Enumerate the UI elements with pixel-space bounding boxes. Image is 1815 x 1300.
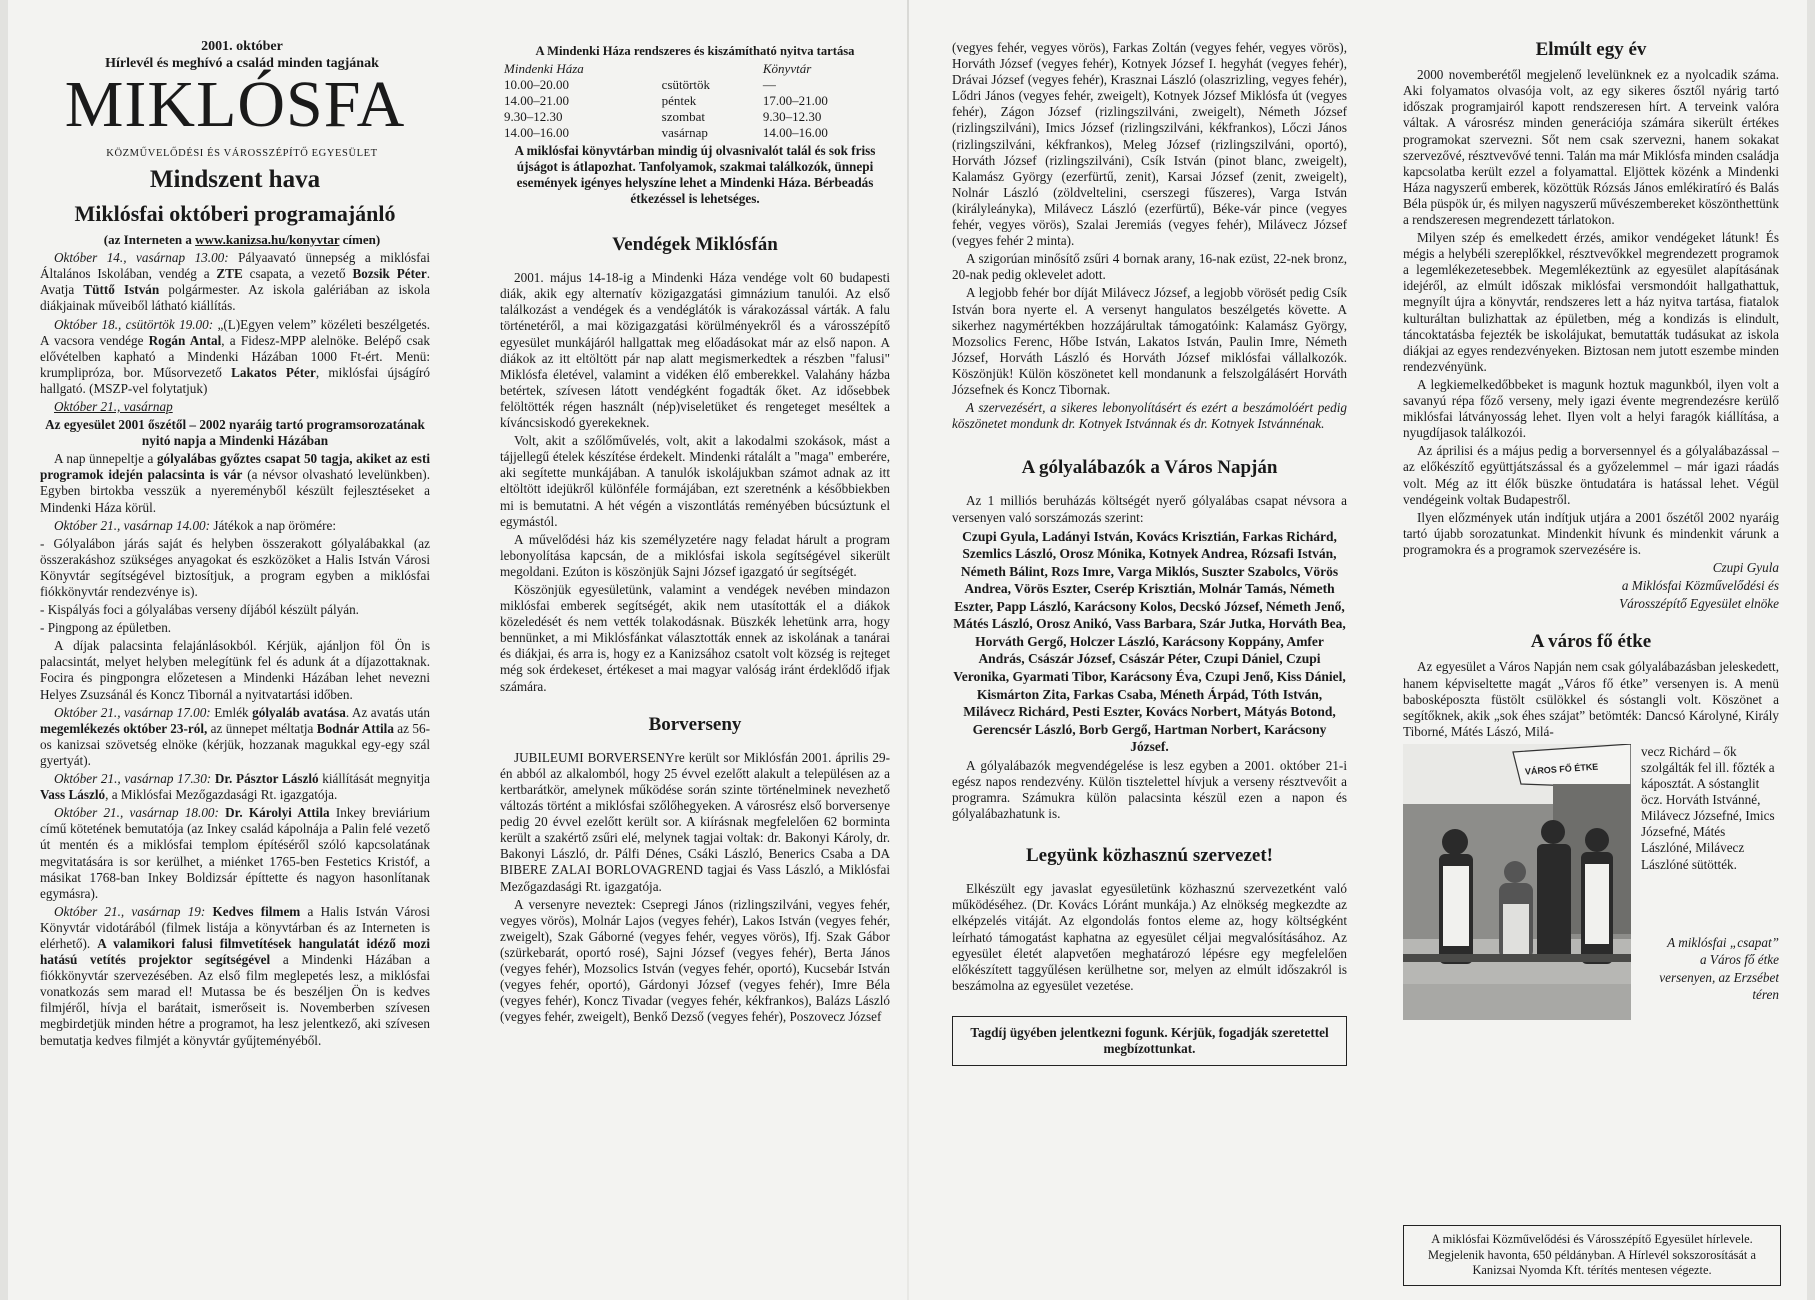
article-paragraph: (vegyes fehér, vegyes vörös), Farkas Zoltán (vegyes fehér, vegyes vörös), Horváth József (vegyes fehér), Kotnyek József I. hegyhát (vegyes fehér), Drávai József (vegyes fehér), Krasznai László (olaszrizling, vegyes fehér), Lődri János (vegyes fehér, zweigelt), Kotnyek József Miklósfa út (vegyes fehér), Zágon József (rizlingszilváni, zweigelt), Németh József (rizlingszilváni), Imics József (rizlingszilváni, kékfrankos), Lőczi János (rizlingszilváni, kékfrankos), Meleg József (rizlingszilváni, oportó), Horváth József (rizlingszilváni), Csík István (pinot blanc, zweigelt), Kalamász György (ezerfürtű, zenit), Karsai József (zenit, zweigelt), Nolnár László (zöldveltelini, cserszegi fűszeres), Varga István (királyleányka), Milávecz László (ezerfürtű), Béke-vár pince (vegyes fehér, vegyes vörös), Szalai Jeremiás (vegyes fehér), Milávecz József (vegyes fehér 2 minta). (952, 40, 1347, 249)
hours-header-cell: Könyvtár (762, 61, 812, 77)
event-text: Játékok a nap örömére: (210, 517, 337, 533)
article-paragraph: Elkészült egy javaslat egyesületünk közhasznú szervezetként való működéséhez. (Dr. Kovács Lóránt munkája.) Az elnökség megkezdte az elképzelés vitáját. Az elgondolás fontos eleme az, hogy költségként leírható támogatást kaphatna az egyesület céljai megvalósításához. Az egyesület életét alapvetően meghatározó lépésre egy megfelelően előkészített taggyűlésen kerülhetne sor, melyen az elmúlt időszakról is beszámolna az egyesület vezetése. (952, 881, 1347, 993)
hours-cell: vasárnap (661, 124, 708, 140)
photo-sign-text: VÁROS FŐ ÉTKE (1524, 761, 1599, 777)
event-text: az 56-os kanizsai szövetség elnöke (kérjük, hozzanak magukkal egy-egy szál gyertyát). (40, 720, 430, 768)
page-fold (907, 0, 909, 1300)
event-highlight: Bodnár Attila (316, 720, 394, 736)
article-paragraph: Az áprilisi és a május pedig a borversennyel és a gólyalábazással – az előkészítő együttjátszással és a győzelemmel – már igazi ráadás volt. Még az itt élők büszke öntudatára is hatással lehet. Végül vendégeink voltak Budapestről. (1403, 443, 1779, 507)
event-date: Október 21., vasárnap 14.00: (54, 517, 211, 533)
section-title-wine: Borverseny (648, 713, 742, 735)
program-title: Miklósfai októberi programajánló (74, 201, 396, 227)
article-paragraph: Volt, akit a szőlőművelés, volt, akit a lakodalmi szokások, mást a tájjellegű ételek készítése érdekelt. Mindenki rátalált a "maga" emberére, aki segítette munkájában. A tanulók iskolájukban számot adnak az itt eltöltött idejükről különféle formájában, ezt szeretnénk a későbbiekben mi is bemutatni. A hét végén a viszontlátás reményében búcsúztunk el egymástól. (500, 433, 890, 529)
article-paragraph: Az egyesület a Város Napján nem csak gólyalábazásban jeleskedett, hanem képviseltette magát „Város fő étke” versenyen is. A menü babosképoszta füstölt csülökkel és sóstangli volt. Köszönet a segítőknek, akik „sok éhes szájat” betömték: Dancsó Károlyné, Király Tiborné, Mátés Lászó, Milá- (1403, 659, 1779, 739)
signature-line: a Miklósfai Közművelődési és (1621, 578, 1779, 594)
event-highlight: Lakatos Péter (231, 364, 316, 380)
section-title-food: A város fő étke (1530, 631, 1652, 653)
event-date: Október 21., vasárnap 19: (54, 903, 206, 919)
event-paragraph (40, 705, 430, 769)
web-note-suffix: címen) (339, 232, 381, 248)
hours-cell: 14.00–16.00 (504, 124, 569, 140)
hours-cell: 10.00–20.00 (504, 77, 569, 93)
article-paragraph: Az 1 milliós beruházás költségét nyerő gólyalábas csapat névsora a versenyen való sorszámozás szerint: (952, 493, 1347, 525)
event-date: Október 21., vasárnap 17.30: (54, 771, 212, 787)
event-text (205, 904, 212, 919)
event-highlight: ZTE (216, 266, 243, 282)
web-note (40, 232, 430, 248)
section-title-year: Elmúlt egy év (1535, 39, 1647, 60)
event-text: , a Fidesz-MPP alelnöke. Belépő csak elővételben kapható a Mindenki Házában 1000 Ft-ért. Menü: krumplipróza, bor. Műsorvezető (40, 332, 430, 380)
article-paragraph: A gólyalábazók megvendégelése is lesz egyben a 2001. október 21-i egész napos rendezvény. Külön tisztelettel hívjuk a verseny résztvevőit a programra. Számukra külön palacsinta készül ezen a napon és gólyalábazhatunk is. (952, 757, 1347, 821)
event-highlight: gólyaláb avatása (252, 704, 346, 720)
hours-note: A miklósfai könyvtárban mindig új olvasnivalót talál és sok friss újságot is átlapozhat. Tanfolyamok, szakmai találkozók, ünnepi események igényes helyszíne lehet a Mindenki Háza. Bérbeadás étkezéssel is lehetséges. (514, 142, 876, 206)
hours-row (500, 93, 890, 109)
masthead: MIKLÓSFA (64, 68, 406, 142)
event-highlight: Bozsik Péter (352, 266, 427, 282)
hours-cell: 17.00–21.00 (762, 93, 828, 109)
event-paragraph (40, 451, 430, 515)
hours-cell: péntek (661, 93, 697, 109)
event-highlight: Rogán Antal (148, 332, 222, 348)
hours-row (500, 125, 890, 141)
article-paragraph: A versenyre neveztek: Csepregi János (rizlingszilváni, vegyes fehér, vegyes vörös), Molnár Lajos (vegyes fehér), Lakos István (vegyes fehér, zweigelt), Szak Gáborné (vegyes fehér, vegyes vörös), Ifj. Szak Gábor (szürkebarát, oportó rosé), Sajni József (vegyes fehér), Berta János (vegyes fehér), Mozsolics István (vegyes fehér, oportó), Kucsebár István (vegyes fehér, oportó), Gárdonyi József (vegyes fehér), Imre Béla (vegyes fehér), Koncz Tivadar (vegyes fehér, kékfrankos), Balázs László (vegyes fehér, zweigelt), Benkő Dezső (vegyes fehér), Poszovecz József (500, 896, 890, 1025)
column-1 (40, 38, 430, 1290)
event-paragraph (40, 317, 430, 397)
hours-cell: 9.30–12.30 (762, 108, 822, 124)
hours-header-row (500, 61, 890, 77)
event-text: „(L)Egyen velem” közéleti beszélgetés. A vacsora vendége (40, 316, 430, 348)
page-edge-right (1807, 0, 1815, 1300)
article-paragraph: A szigorúan minősítő zsűri 4 bornak arany, 16-nak ezüst, 22-nek bronz, 20-nak pedig oklevelet adott. (952, 251, 1347, 283)
event-text: . Az avatás után (345, 704, 430, 720)
event-highlight: Vass László (40, 787, 106, 803)
event-highlight: Dr. Károlyi Attila (225, 805, 330, 821)
event-text: , a Miklósfai Mezőgazdasági Rt. igazgatója. (105, 787, 338, 803)
event-text: (a névsor olvasható levelünkben). Egyben birtokba vesszük a nyereményből készült fejlesztéseket a Mindenki Háza körül. (40, 467, 430, 515)
event-highlight: Kedves filmem (212, 903, 301, 919)
hours-cell: 14.00–16.00 (762, 124, 828, 140)
event-text: kiállítását megnyitja (318, 771, 430, 787)
article-paragraph: A művelődési ház kis személyzetére nagy feladat hárult a program lebonyolítása kapcsán, de a miklósfai iskola segítségével sikerült megoldani. Ezúton is köszönjük Sajni József igazgató úr segítségét. (500, 531, 890, 579)
team-names: Czupi Gyula, Ladányi István, Kovács Krisztián, Farkas Richárd, Szemlics László, Orosz Mónika, Kotnyek Andrea, Rózsafi István, Németh Bálint, Rozs Imre, Varga Miklós, Suszter Szabolcs, Vörös Andrea, Vörös Eszter, Cserép Krisztián, Molnár Tamás, Németh Eszter, Papp László, Karácsony Kolos, Decskó József, Németh Jenő, Mátés László, Orosz Anikó, Vass Barbara, Szár Jutka, Horváth Bea, Horváth Gergő, Holczer László, Karácsony Koppány, Amfer András, Császár József, Császár Péter, Czupi Dániel, Czupi Veronika, Gyarmati Tibor, Karácsony Éva, Czupi Jenő, Kiss Dániel, Kismárton Zita, Farkas Csaba, Méneth Árpád, Tóth István, Milávecz Richárd, Pesti Eszter, Kovács Norbert, Mátyás Botond, Gerencsér László, Borb Gergő, Hartman Norbert, Karácsony József. (953, 528, 1346, 755)
article-paragraph: 2000 novemberétől megjelenő levelünknek ez a nyolcadik száma. Aki folyamatos olvasója volt, az egy sikeres ősztől nyárig tartó időszak programjairól kapott rendszeresen hírt. A terveink valóra váltak. A városrész minden generációja számára sikerült értékes programokat szervezni. Sőt nem csak szervezni, hanem sokakat szervezővé, résztvevővé tenni. Talán ma már Miklósfa minden családja kapcsolatba került ezzel a folyamattal. Eljöttek közénk a Mindenki Háza nagyszerű emberek, közöttük Rózsás János emlékiratíró és Balás Béla püspök úr, és milyen nagyszerű művészembereket köszönthettünk a rendszeresen megrendezett tárlatokon. (1403, 67, 1779, 228)
event-highlight: gólyalábas győztes csapat 50 tagja, akiket az esti programok idején palacsinta is vár (40, 451, 430, 483)
event-highlight: Dr. Pásztor László (214, 771, 319, 787)
article-paragraph: A szervezésért, a sikeres lebonyolításért és ezért a beszámolóért pedig köszönetet mondunk dr. Kotnyek Istvánnak és dr. Kotnyek Istvánnénak. (952, 400, 1347, 432)
photo-block (1403, 744, 1779, 1020)
event-date: Október 18., csütörtök 19.00: (54, 316, 214, 332)
photo-caption: A miklósfai „csapat” a Város fő étke versenyen, az Erzsébet téren (1659, 934, 1779, 1003)
event-text: , miklósfai újságíró hallgató. (MSZP-vel folytatjuk) (40, 364, 430, 396)
event-date: Október 21., vasárnap 18.00: (54, 805, 219, 821)
hours-cell: csütörtök (661, 77, 711, 93)
section-title-nonprofit: Legyünk közhasznú szervezet! (1026, 845, 1273, 867)
page-edge-left (0, 0, 8, 1300)
column-3 (952, 40, 1347, 1292)
hours-cell: — (762, 77, 776, 93)
web-link[interactable]: www.kanizsa.hu/konyvtar (195, 232, 340, 248)
hours-cell: 14.00–21.00 (504, 93, 569, 109)
publication-credit: A miklósfai Közművelődési és Városszépítő Egyesület hírlevele. Megjelenik havonta, 650 példányban. A Hírlevél sokszorosítását a Kanizsai Nyomda Kft. térítés mentesen végezte. (1403, 1225, 1781, 1286)
hours-cell: 9.30–12.30 (504, 108, 563, 124)
article-paragraph: vecz Richárd – ők szolgálták fel ill. főzték a káposztát. A sóstanglit öcz. Horváth Istvánné, Milávecz Józsefné, Imics Józsefné, Mátés Lászlóné, Milávecz Lászlóné sütötték. (1641, 743, 1775, 872)
article-paragraph: Ilyen előzmények után indítjuk utjára a 2001 őszétől 2002 nyaráig tartó újabb sorozatunkat. Mindenkit hívunk és mindenkit várunk a programokra és a programok szervezésére is. (1403, 509, 1779, 557)
event-paragraph (40, 771, 430, 803)
list-item: - Kispályás foci a gólyalábas verseny díjából készült pályán. (40, 602, 359, 618)
article-paragraph: A legjobb fehér bor díját Milávecz József, a legjobb vörösét pedig Csík István bora nyerte el. A versenyt hangulatos beszélgetés követte. A sikerhez nagymértékben hozzájárultak támogatóink: Kalamász György, Mozsolics Ferenc, Hőbe István, Lakatos István, Paulin Imre, Németh József, Horváth László és Horváth József miklósfai vállalkozók. Köszönjük! Külön köszönetet kell mondanunk a felszolgálásért Horváth Józsefnek és Koncz Tibornak. (952, 285, 1347, 397)
event-paragraph (40, 805, 430, 902)
hours-header-cell (658, 61, 759, 77)
event-paragraph: A díjak palacsinta felajánlásokból. Kérjük, ajánljon föl Ön is palacsintát, melyet helyben melegítünk fel és adunk át a díjazottaknak. Focira és pingpongra előzetesen a Mindenki Házában lehet nevezni Helyes Zsuzsánál és Koncz Tibornál a nyitvatartási időben. (40, 638, 430, 702)
event-date: Október 21., vasárnap 17.00: (54, 704, 211, 720)
list-item: - Pingpong az épületben. (40, 620, 172, 636)
hours-cell: szombat (661, 108, 705, 124)
event-text: Pályaavató ünnepség a miklósfai Általános Iskolában, vendég a (40, 250, 430, 282)
article-paragraph: 2001. május 14-18-ig a Mindenki Háza vendége volt 60 budapesti diák, akik egy alternatív közigazgatási gimnázium tanulói. Az első találkozást a vendégek és a vendéglátók is várakozással várták. A falu történetéről, a mai közigazgatási körülményekről és a városszépítő egyesület munkájáról hallgattak meg előadásokat már az első napon. A diákok az itt eltöltött pár nap alatt megismerkedtek a részben "falusi" Miklósfa életével, valamint a vidéken élő emberekkel. Valahány házba betértek, szívesen látott vendégként fogadták őket. Az idősebbek felöltötték régen használt (nép)viseletüket és rengeteget meséltek a kíváncsiskodó gyerekeknek. (500, 270, 890, 431)
section-title-guests: Vendégek Miklósfán (612, 234, 778, 256)
hours-header-cell: Mindenki Háza (504, 61, 584, 77)
hours-title: A Mindenki Háza rendszeres és kiszámítható nyitva tartása (535, 44, 855, 58)
event-text: Inkey breviárium című kötetének bemutatója (az Inkey család kápolnája a Palin felé vezető út mentén és a miklósfai templom építéséről szóló kapcsolatának megvitatására is sor kerülhet, a miénket 1765-ben Festetics Kristóf, a másikat 1768-ban Inkey Boldizsár építtette és nagyon hasonlítanak egymásra). (40, 805, 430, 901)
event-paragraph (40, 904, 430, 1049)
event-highlight: A valamikori falusi filmvetítések hangulatát idéző mozi hatású vetítés projektor segítségével (40, 935, 430, 968)
org-name: KÖZMŰVELŐDÉSI ÉS VÁROSSZÉPÍTŐ EGYESÜLET (106, 148, 378, 160)
month-title: Mindszent hava (149, 165, 321, 193)
event-highlight: Tüttő István (83, 282, 160, 298)
signature-line: Városszépítő Egyesület elnöke (1619, 596, 1779, 612)
issue-date: 2001. október (201, 39, 283, 54)
event-heading: Az egyesület 2001 őszétől – 2002 nyaráig tartó programsorozatának nyitó napja a Mindenki Házában (45, 417, 425, 449)
cooking-team-photo (1403, 744, 1631, 1020)
event-highlight: megemlékezés október 23-ról, (40, 720, 208, 736)
newsletter-subtitle: Hírlevél és meghívó a család minden tagjának (105, 56, 379, 72)
article-paragraph: A legkiemelkedőbbeket is magunk hoztuk magunkból, ilyen volt a savanyú répa főző verseny, mely igazi évente megrendezésre kerülő miklósfai látványosság lehet. Ilyen volt a helyi faragók kiállítása, a nyugdíjasok találkozói. (1403, 376, 1779, 441)
membership-fee-box: Tagdíj ügyében jelentkezni fogunk. Kérjük, fogadják szeretettel megbízottunkat. (952, 1016, 1347, 1066)
column-2 (500, 44, 890, 1296)
event-text: az ünnepet méltatja (207, 720, 317, 736)
event-text: polgármester. Az iskola galériában az iskola diákjainak műveiből látható kiállítás. (40, 282, 430, 314)
event-paragraph (40, 250, 430, 314)
event-text: Emlék (210, 704, 253, 720)
article-paragraph: Köszönjük egyesületünk, valamint a vendégek nevében mindazon miklósfai emberek segítségét, akik nem utasították el a diákok közeledését és nem vették tolakodásnak. Büszkék lehetünk arra, hogy bennünket, a mi Miklósfánkat választották ennek az iskolának a tanárai és diákjai, és arra is, hogy ez a Kanizsához csatolt volt község is rejteget még sok érdekeset, értékeset a mai magyar valóság iránt érdeklődő ifjak számára. (500, 581, 890, 694)
event-text: A nap ünnepeltje a (54, 451, 157, 467)
hours-row (500, 109, 890, 125)
signature-name: Czupi Gyula (1712, 559, 1779, 575)
hours-row (500, 77, 890, 93)
event-paragraph (40, 518, 430, 534)
article-paragraph: Milyen szép és emelkedett érzés, amikor vendégeket látunk! És mégis a helybéli szereplőkkel, résztvevőkkel megrendezett programok a legemlékezetesebbek. Megemlékeztünk az egyesület alapításának idejéről, az elmúlt időszak miklósfai versmondóit hallgathattuk, megnyílt újra a könyvtár, rendszeres lett a ház nyitva tartása, fiatalok kulturáltan bulizhattak az épületben, még a kondizás is elindult, táncoktatásba fejezték be iskolájukat, bemutatták tudásukat az iskola diákjai az egyes rendezvényeken. Biztosan nem jutott eszembe minden rendezvényünk. (1403, 230, 1779, 374)
article-paragraph: JUBILEUMI BORVERSENYre került sor Miklósfán 2001. április 29-én abból az alkalomból, hogy 25 évvel ezelőtt alakult a településen az a kertbarátkör, amelynek működése során szinte történelminek nevezhető változás történt a miklósfai szőlőhegyeken. A városrész első borversenye pedig 20 évvel ezelőtt került sor. A kiírásnak megfelelően 62 borminta került a szakértő zsűri elé, melynek tagjai voltak: dr. Bakonyi Károly, dr. Bakonyi László, dr. Pálfi Dénes, Csáki László, Benerics Csaba a DA BIBERE ZALAI BORLOVAGREND tagjai és Vass László, a Miklósfai Mezőgazdasági Rt. igazgatója. (500, 749, 890, 894)
hours-table (500, 61, 890, 140)
event-date: Október 21., vasárnap (54, 398, 173, 414)
section-title-stilts: A gólyalábazók a Város Napján (1021, 457, 1278, 479)
event-text: . Avatja (40, 266, 430, 298)
event-date: Október 14., vasárnap 13.00: (54, 250, 229, 266)
event-date-line (40, 399, 430, 415)
event-text: a Mindenki Házában a fiókkönyvtár szervezésében. Az első film meglepetés lesz, a miklósfai vonatkozás sem marad el! Mutassa be és beszéljen Ön is kedves filmjéről, hívja el barátait, ismerőseit is. Novemberben szívesen megbirdetjük minden hétre a programot, ha lesz jelentkező, aki szívesen bemutatja kedves filmjét a könyvtár gyűjteményéből. (40, 952, 430, 1048)
event-text: csapata, a vezető (242, 266, 353, 282)
web-note-prefix: (az Interneten a (103, 232, 196, 248)
list-item: - Gólyalábon járás saját és helyben összerakott gólyalábakkal (az összerakáshoz szükséges anyagokat és eszközöket a Halis István Városi Könyvtár segítségével biztosítjuk, a program egyben a miklósfai fiókkönyvtár rendezvénye is). (40, 535, 430, 600)
column-4 (1403, 38, 1779, 1290)
event-text: a Halis István Városi Könyvtár vidotárából (filmek listája a könyvtárban és az Interneten is elérhető). (40, 903, 430, 951)
